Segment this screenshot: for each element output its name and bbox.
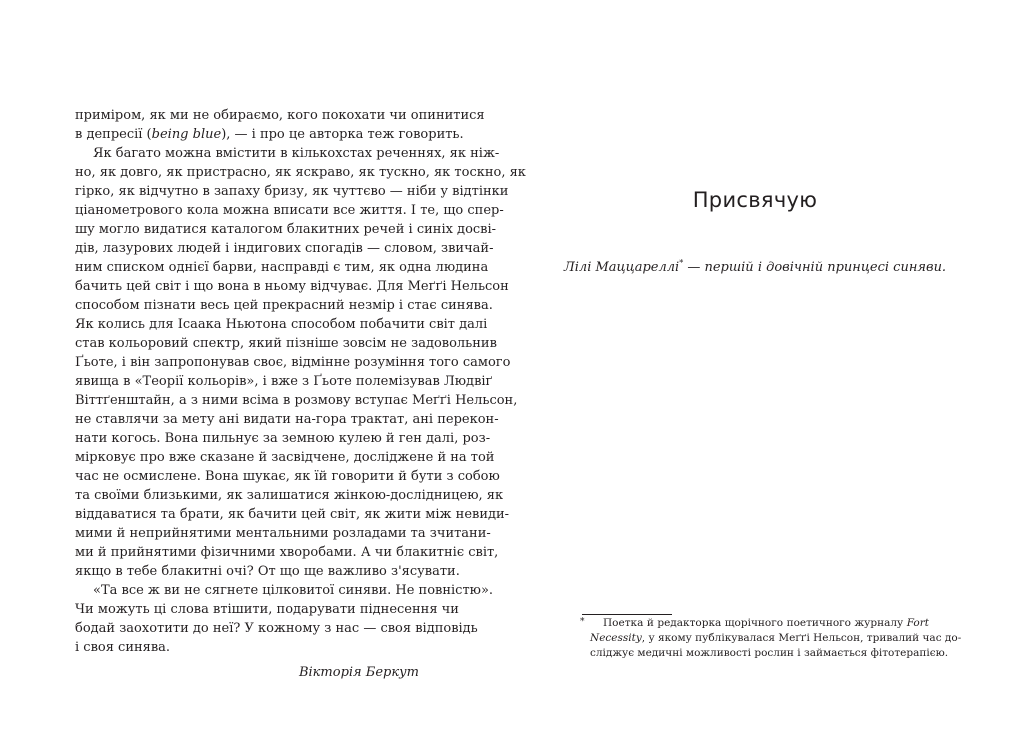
text-line: Віттґенштайн, а з ними всіма в розмову вступає Меґґі Нельсон, bbox=[75, 393, 518, 408]
text-line: нати когось. Вона пильнує за земною кулею й ген далі, роз- bbox=[75, 431, 491, 446]
journal-title: Necessity bbox=[590, 632, 642, 644]
text-line: Ґьоте, і він запропонував своє, відмінне розуміння того самого bbox=[75, 355, 511, 370]
text-line: і своя синява. bbox=[75, 640, 171, 655]
dedication-title: Присвячую bbox=[692, 188, 818, 212]
footnote-text: , у якому публікувалася Меґґі Нельсон, тривалий час до- bbox=[641, 632, 962, 644]
text-line: не ставлячи за мету ані видати на-гора трактат, ані перекон- bbox=[75, 412, 499, 427]
signature: Вікторія Беркут bbox=[298, 665, 419, 680]
text-line: бодай заохотити до неї? У кожному з нас — своя відповідь bbox=[75, 621, 478, 636]
text-line: ним списком однієї барви, насправді є тим, як одна людина bbox=[75, 260, 489, 275]
right-page bbox=[500, 0, 1000, 750]
text-line: та своїми близькими, як залишатися жінкою-дослідницею, як bbox=[75, 488, 504, 503]
footnote-line bbox=[603, 616, 929, 631]
text-line: час не осмислене. Вона шукає, як їй говорити й бути з собою bbox=[75, 469, 500, 484]
text-line: мими й неприйнятими ментальними розладами та зчитани- bbox=[75, 526, 491, 541]
footnote-line: сліджує медичні можливості рослин і займається фітотерапією. bbox=[590, 647, 949, 659]
text-fragment: в депресії ( bbox=[75, 127, 152, 142]
footnote-rule bbox=[582, 614, 672, 615]
text-line: ми й прийнятими фізичними хворобами. А чи блакитніє світ, bbox=[75, 545, 499, 560]
text-line: «Та все ж ви не сягнете цілковитої синяви. Не повністю». bbox=[93, 583, 494, 598]
footnote-text: Поетка й редакторка щорічного поетичного журналу bbox=[603, 617, 907, 629]
dedication-rest: — першій і довічній принцесі синяви. bbox=[683, 260, 947, 275]
text-line: ціанометрового кола можна вписати все життя. І те, що спер- bbox=[75, 203, 504, 218]
footnote-line bbox=[590, 631, 962, 646]
text-line: способом пізнати весь цей прекрасний незмір і стає синява. bbox=[75, 298, 493, 313]
text-line: віддаватися та брати, як бачити цей світ, як жити між невиди- bbox=[75, 507, 510, 522]
text-line: став кольоровий спектр, який пізніше зовсім не задовольнив bbox=[75, 336, 497, 351]
dedication-text bbox=[500, 258, 1010, 277]
text-line: бачить цей світ і що вона в ньому відчуває. Для Меґґі Нельсон bbox=[75, 279, 509, 294]
text-line: дів, лазурових людей і індигових спогадів — словом, звичай- bbox=[75, 241, 494, 256]
text-line: приміром, як ми не обираємо, кого покохати чи опинитися bbox=[75, 108, 485, 123]
text-line: явища в «Теорії кольорів», і вже з Ґьоте полемізував Людвіґ bbox=[75, 374, 493, 389]
journal-title: Fort bbox=[906, 617, 929, 629]
text-line: якщо в тебе блакитні очі? От що ще важливо з'ясувати. bbox=[75, 564, 460, 579]
footnote-marker: * bbox=[580, 617, 585, 627]
text-line: Як багато можна вмістити в кількохстах реченнях, як ніж- bbox=[93, 146, 500, 161]
footnote-ref: * bbox=[679, 258, 684, 268]
text-fragment: ), — і про це авторка теж говорить. bbox=[221, 127, 464, 142]
text-line: мірковує про вже сказане й засвідчене, досліджене й на той bbox=[75, 450, 495, 465]
text-line bbox=[75, 125, 464, 144]
text-line: гірко, як відчутно в запаху бризу, як чуттєво — ніби у відтінки bbox=[75, 184, 509, 199]
text-line: Чи можуть ці слова втішити, подарувати піднесення чи bbox=[75, 602, 459, 617]
text-line: шу могло видатися каталогом блакитних речей і синіх досві- bbox=[75, 222, 497, 237]
dedication-name: Лілі Маццареллі bbox=[563, 260, 680, 275]
text-line: но, як довго, як пристрасно, як яскраво, як тускно, як тоскно, як bbox=[75, 165, 526, 180]
text-line: Як колись для Ісаака Ньютона способом побачити світ далі bbox=[75, 317, 488, 332]
italic-phrase: being blue bbox=[151, 127, 222, 142]
